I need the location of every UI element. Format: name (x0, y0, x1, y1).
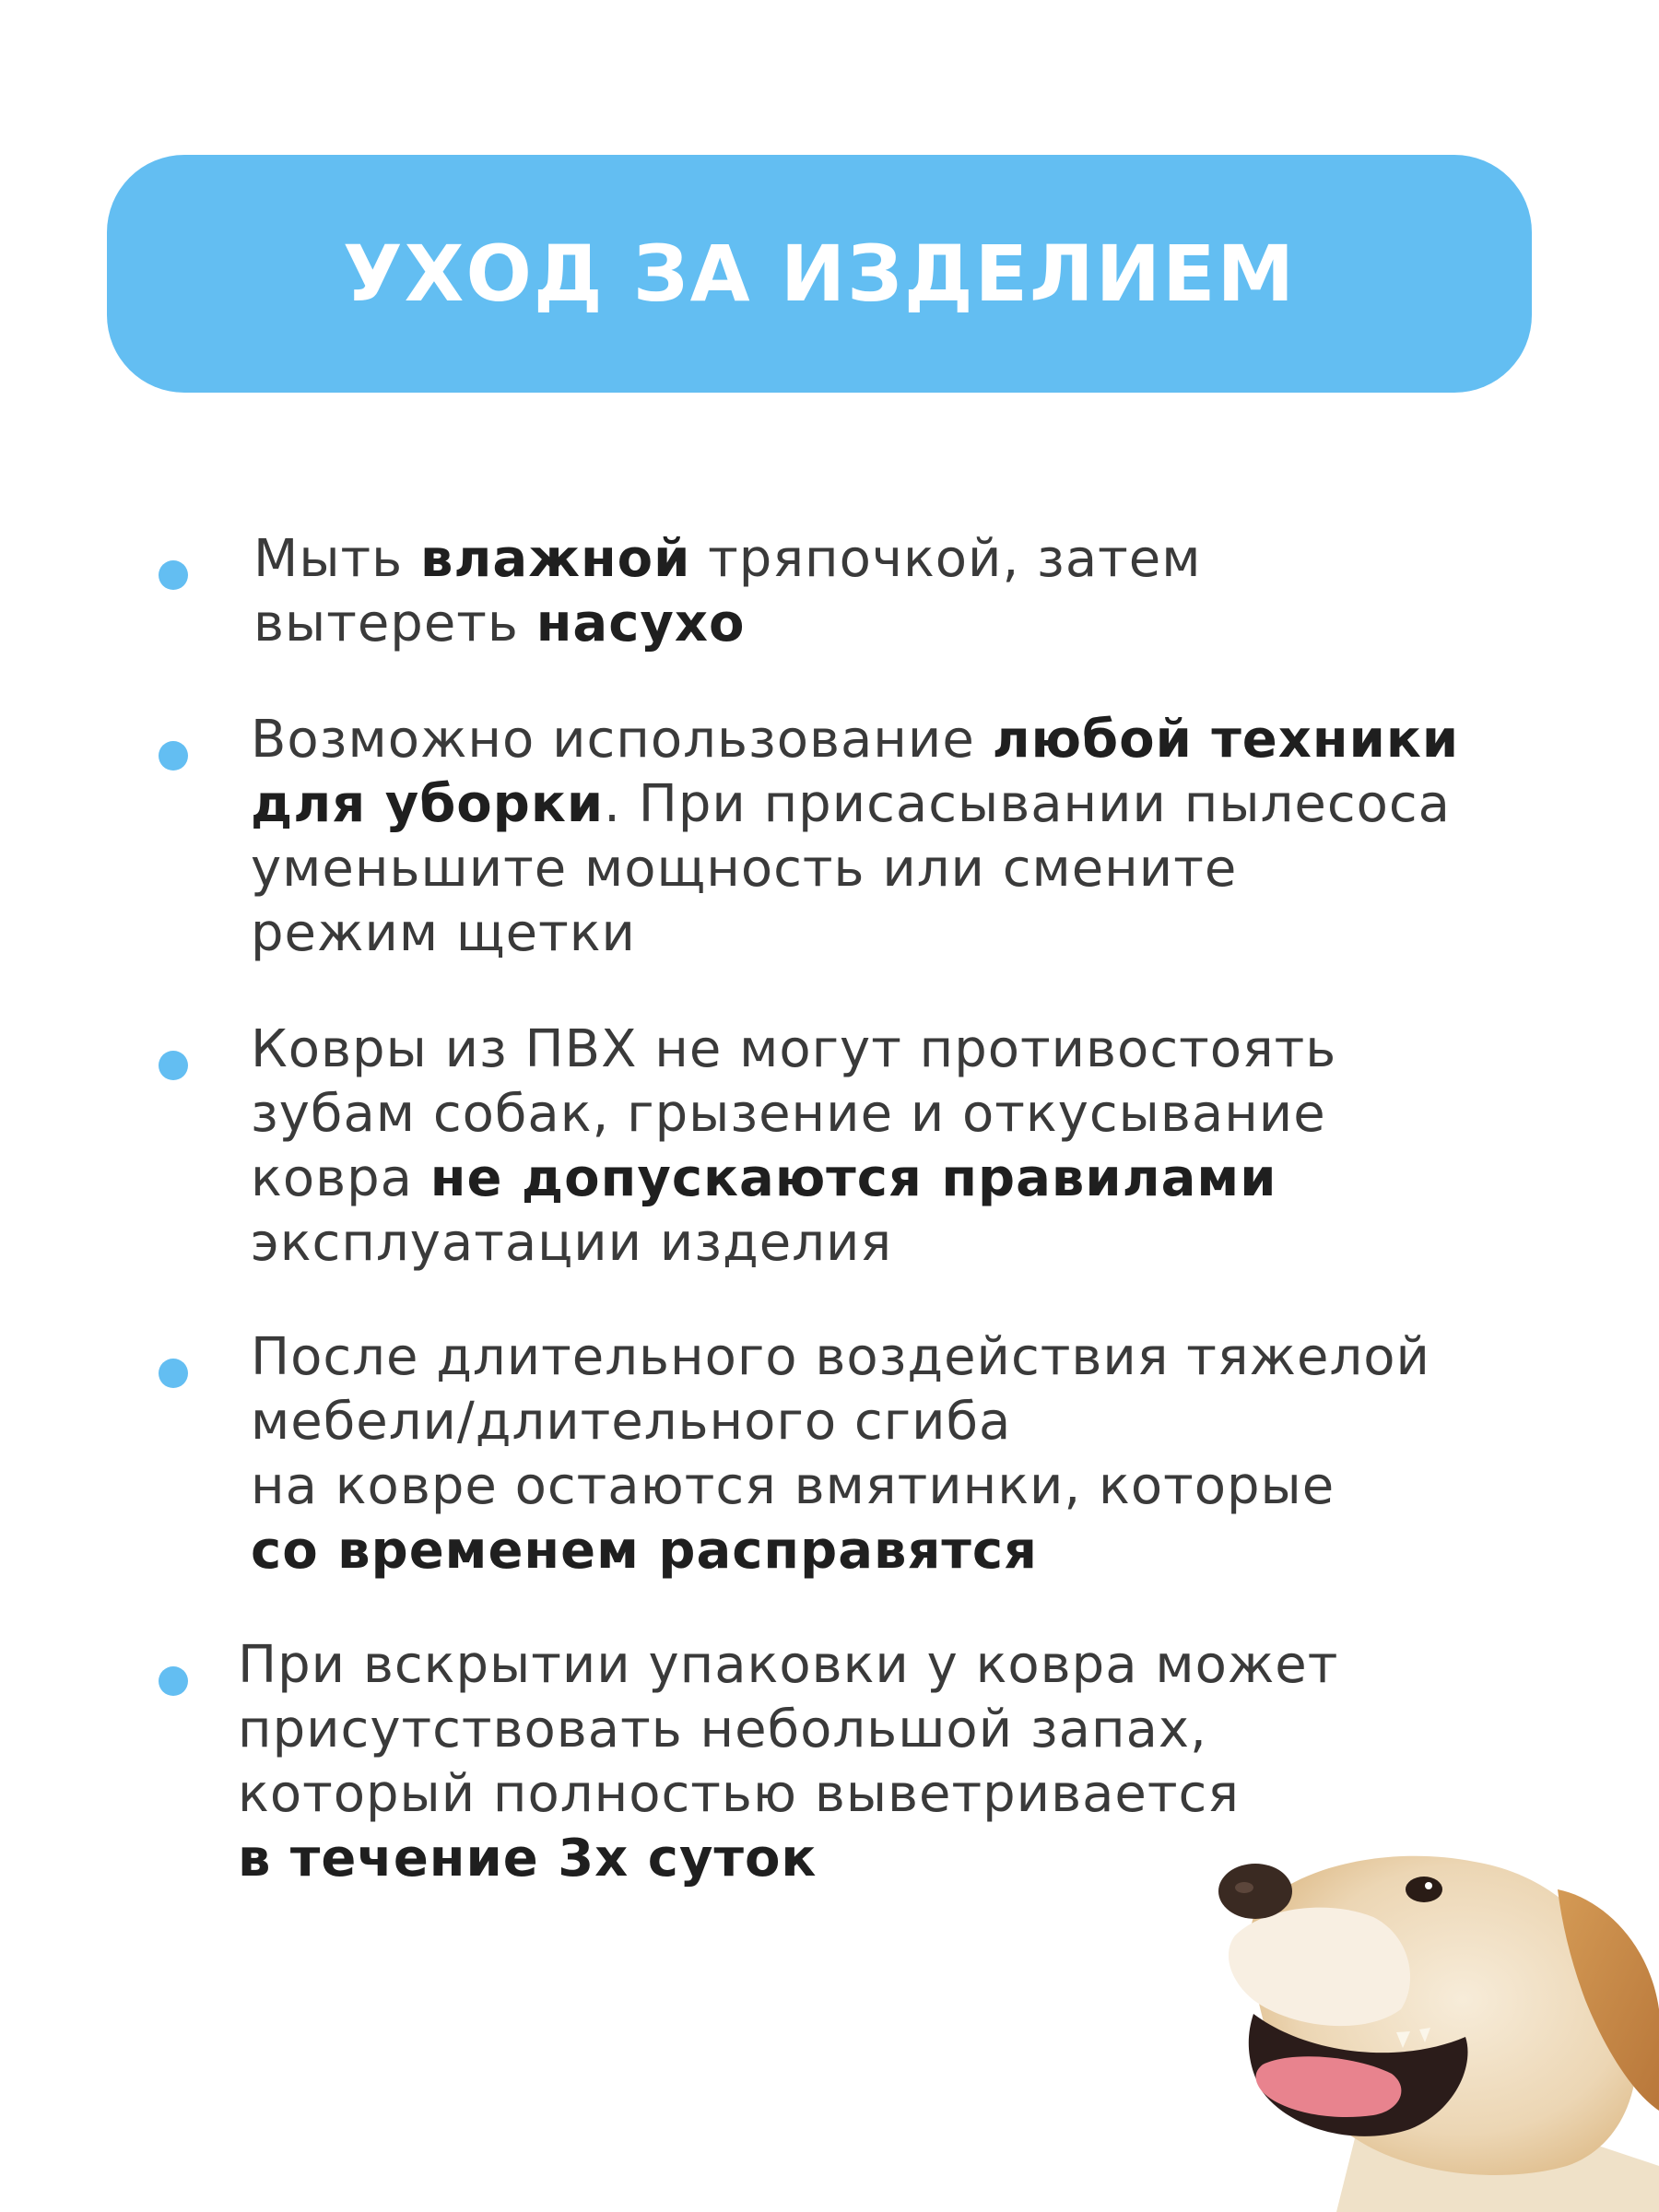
text-line (251, 1454, 1659, 1519)
bold-text: влажной (419, 529, 691, 589)
text-segment: режим щетки (251, 903, 636, 963)
list-item-text (251, 708, 1659, 966)
bold-text: любой техники (992, 710, 1460, 770)
text-segment: на ковре остаются вмятинки, которые (251, 1456, 1335, 1516)
text-line (251, 901, 1659, 966)
text-segment: зубам собак, грызение и откусывание (251, 1084, 1326, 1144)
text-line (251, 837, 1659, 901)
text-line (251, 1018, 1659, 1082)
text-segment: который полностью выветривается (238, 1764, 1240, 1824)
bold-text: не допускаются правилами (429, 1148, 1277, 1208)
list-item-text (251, 1018, 1659, 1276)
text-segment: присутствовать небольшой запах, (238, 1700, 1207, 1759)
text-line (253, 592, 1659, 656)
text-line (251, 1519, 1659, 1583)
text-segment: тряпочкой, затем (690, 529, 1202, 589)
text-segment: вытереть (253, 594, 536, 653)
bullet-dot-icon (159, 741, 188, 771)
text-line (238, 1762, 1657, 1827)
text-line (251, 1211, 1659, 1276)
text-segment: Ковры из ПВХ не могут противостоять (251, 1019, 1337, 1079)
page-title: УХОД ЗА ИЗДЕЛИЕМ (342, 229, 1297, 319)
list-item-text (251, 1325, 1659, 1583)
text-segment: эксплуатации изделия (251, 1213, 893, 1273)
text-segment: уменьшите мощность или смените (251, 839, 1238, 899)
text-segment: Возможно использование (251, 710, 993, 770)
text-line (251, 708, 1659, 772)
text-segment: мебели/длительного сгиба (251, 1392, 1012, 1452)
text-line (251, 1082, 1659, 1147)
text-line (251, 1325, 1659, 1390)
text-segment: Мыть (253, 529, 420, 589)
bullet-dot-icon (159, 1051, 188, 1080)
text-line (251, 772, 1659, 837)
bold-text: для уборки (251, 774, 605, 834)
text-line (238, 1698, 1657, 1762)
text-segment: ковра (251, 1148, 430, 1208)
dog-photo (1198, 1834, 1659, 2212)
bold-text: насухо (535, 594, 746, 653)
text-line (238, 1633, 1657, 1698)
text-segment: После длительного воздействия тяжелой (251, 1327, 1430, 1387)
text-line (251, 1147, 1659, 1211)
bold-text: в течение 3х суток (238, 1829, 818, 1888)
text-line (251, 1390, 1659, 1454)
bullet-dot-icon (159, 1359, 188, 1388)
text-segment: . При присасывании пылесоса (604, 774, 1451, 834)
bold-text: со временем расправятся (251, 1521, 1039, 1581)
title-banner (107, 155, 1532, 393)
bullet-dot-icon (159, 560, 188, 590)
text-segment: При вскрытии упаковки у ковра может (238, 1635, 1339, 1695)
list-item-text (253, 527, 1659, 656)
text-line (253, 527, 1659, 592)
bullet-dot-icon (159, 1666, 188, 1696)
